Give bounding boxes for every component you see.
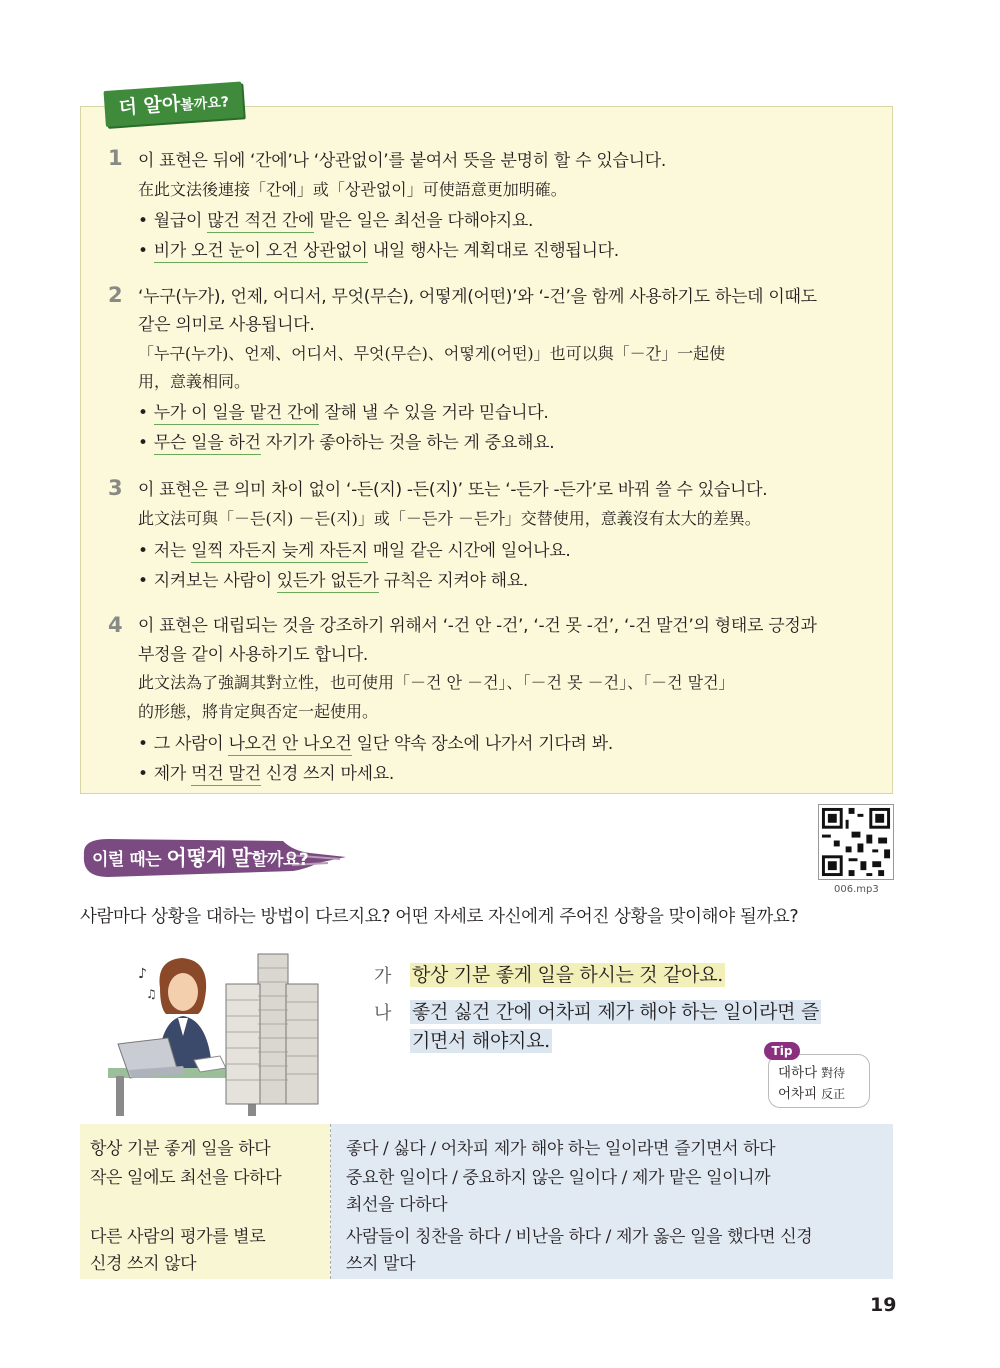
- table-divider: [330, 1124, 331, 1279]
- item-korean-text: 이 표현은 큰 의미 차이 없이 ‘-든(지) -든(지)’ 또는 ‘-든가 -든가’로 바꿔 쓸 수 있습니다.: [138, 480, 768, 500]
- item-number: 1: [108, 146, 123, 170]
- item-korean-text: 이 표현은 뒤에 ‘간에’나 ‘상관없이’를 붙여서 뜻을 분명히 할 수 있습니다.: [138, 151, 666, 171]
- item-korean-text: 부정을 같이 사용하기도 합니다.: [138, 645, 369, 665]
- table-cell: 작은 일에도 최선을 다하다: [90, 1168, 282, 1188]
- item-korean-text: ‘누구(누가), 언제, 어디서, 무엇(무슨), 어떻게(어떤)’와 ‘-건’을 함께 사용하기도 하는데 이때도: [138, 287, 817, 307]
- more-info-tag: 더 알아볼까요?: [103, 81, 244, 127]
- item-chinese-text: 用，意義相同。: [138, 372, 251, 391]
- audio-file-label: 006.mp3: [834, 884, 879, 895]
- table-cell: 신경 쓰지 않다: [90, 1254, 197, 1274]
- dialogue-line: 기면서 해야지요.: [412, 1030, 550, 1052]
- table-cell: 중요한 일이다 / 중요하지 않은 일이다 / 제가 맡은 일이니까: [346, 1168, 771, 1188]
- example-sentence: • 제가 먹건 말건 신경 쓰지 마세요.: [138, 764, 394, 784]
- section-banner-title: 이럴 때는 어떻게 말할까요?: [92, 846, 309, 870]
- example-sentence: • 비가 오건 눈이 오건 상관없이 내일 행사는 계획대로 진행됩니다.: [138, 241, 619, 261]
- example-sentence: • 월급이 많건 적건 간에 맡은 일은 최선을 다해야지요.: [138, 211, 534, 231]
- section-intro: 사람마다 상황을 대하는 방법이 다르지요? 어떤 자세로 자신에게 주어진 상황을 맞이해야 될까요?: [80, 907, 799, 927]
- speaker-ga: 가: [374, 966, 392, 987]
- table-cell: 다른 사람의 평가를 별로: [90, 1227, 266, 1247]
- item-number: 3: [108, 476, 123, 500]
- dialogue-line: 좋건 싫건 간에 어차피 제가 해야 하는 일이라면 즐: [412, 1001, 819, 1023]
- svg-text:♪: ♪: [138, 966, 147, 982]
- tip-item: 어차피 反正: [778, 1086, 846, 1102]
- tip-item: 대하다 對待: [778, 1065, 846, 1081]
- dialogue-line: 항상 기분 좋게 일을 하시는 것 같아요.: [412, 964, 723, 986]
- example-sentence: • 무슨 일을 하건 자기가 좋아하는 것을 하는 게 중요해요.: [138, 433, 555, 453]
- qr-code-icon[interactable]: [818, 804, 894, 880]
- example-sentence: • 저는 일찍 자든지 늦게 자든지 매일 같은 시간에 일어나요.: [138, 541, 571, 561]
- item-chinese-text: 此文法可與「－든(지) －든(지)」或「－든가 －든가」交替使用，意義沒有太大的差異。: [138, 509, 761, 528]
- example-sentence: • 지켜보는 사람이 있든가 없든가 규칙은 지켜야 해요.: [138, 571, 529, 591]
- item-chinese-text: 在此文法後連接「간에」或「상관없이」可使語意更加明確。: [138, 180, 567, 199]
- woman-working-illustration: [108, 948, 320, 1116]
- item-number: 4: [108, 613, 123, 637]
- example-sentence: • 그 사람이 나오건 안 나오건 일단 약속 장소에 나가서 기다려 봐.: [138, 734, 613, 754]
- table-cell: 항상 기분 좋게 일을 하다: [90, 1139, 271, 1159]
- item-chinese-text: 此文法為了強調其對立性，也可使用「－건 안 －건」、「－건 못 －건」、「－건 말건」: [138, 673, 735, 692]
- svg-text:♫: ♫: [146, 987, 157, 1001]
- tip-badge: Tip: [764, 1042, 800, 1060]
- item-number: 2: [108, 283, 123, 307]
- item-korean-text: 같은 의미로 사용됩니다.: [138, 315, 315, 335]
- page-number: 19: [870, 1294, 897, 1316]
- table-cell: 최선을 다하다: [346, 1195, 448, 1215]
- item-chinese-text: 的形態，將肯定與否定一起使用。: [138, 702, 379, 721]
- table-cell: 사람들이 칭찬을 하다 / 비난을 하다 / 제가 옳은 일을 했다면 신경: [346, 1227, 813, 1247]
- example-sentence: • 누가 이 일을 맡건 간에 잘해 낼 수 있을 거라 믿습니다.: [138, 403, 549, 423]
- table-cell: 쓰지 말다: [346, 1254, 416, 1274]
- item-korean-text: 이 표현은 대립되는 것을 강조하기 위해서 ‘-건 안 -건’, ‘-건 못 -건’, ‘-건 말건’의 형태로 긍정과: [138, 616, 817, 636]
- table-cell: 좋다 / 싫다 / 어차피 제가 해야 하는 일이라면 즐기면서 하다: [346, 1139, 776, 1159]
- speaker-na: 나: [374, 1003, 392, 1024]
- item-chinese-text: 「누구(누가)、언제、어디서、무엇(무슨)、어떻게(어떤)」也可以與「－간」一起使: [138, 344, 726, 363]
